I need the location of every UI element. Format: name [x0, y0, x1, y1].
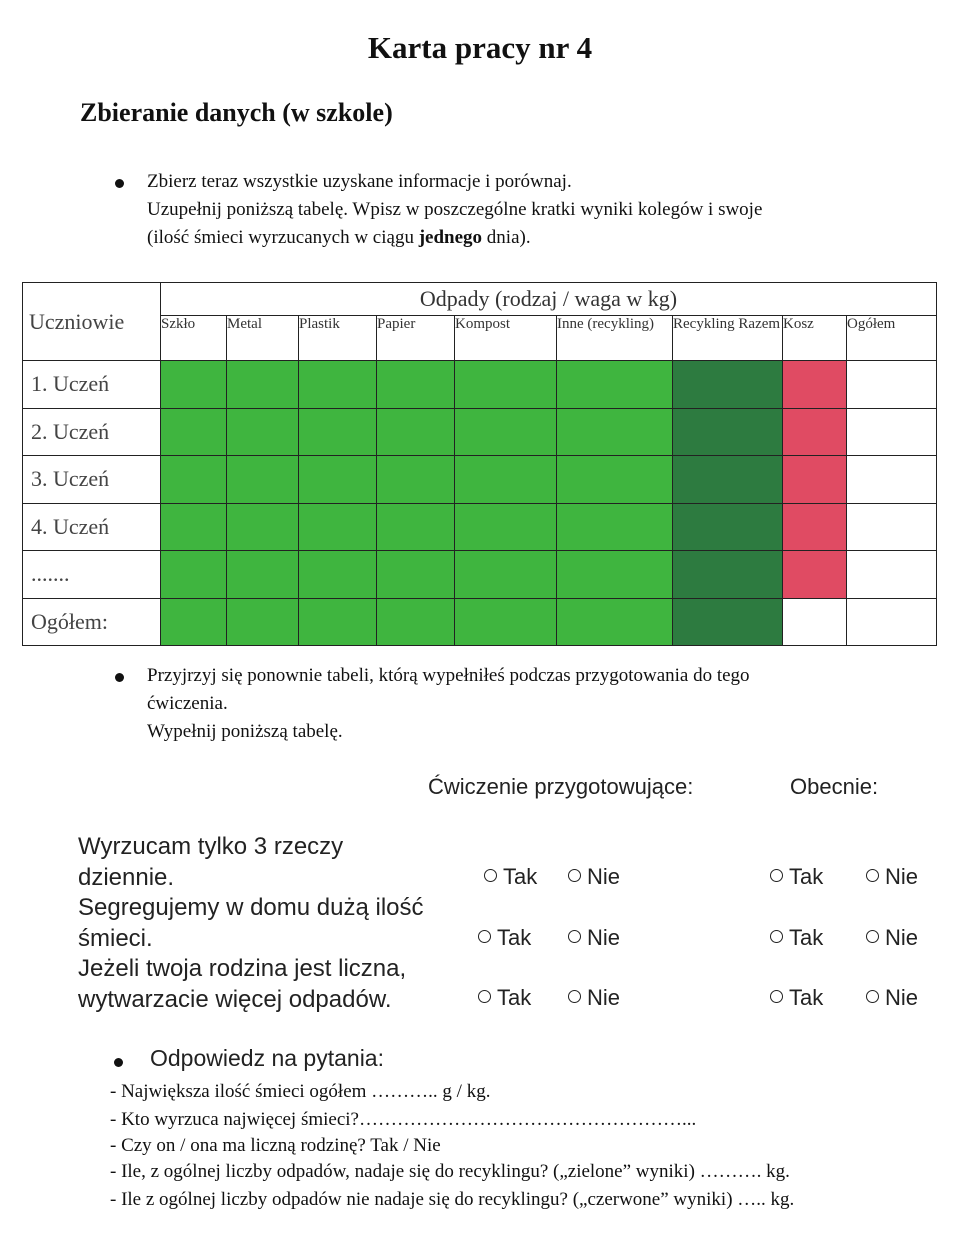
bullet-icon: [115, 179, 124, 188]
statement-2: Segregujemy w domu dużą ilość śmieci.: [78, 894, 424, 952]
recycling-total-cell[interactable]: [673, 456, 783, 504]
row-label: 1. Uczeń: [23, 361, 161, 409]
recycling-total-cell[interactable]: [673, 408, 783, 456]
questions-list: [110, 1080, 940, 1212]
bin-cell[interactable]: [783, 456, 847, 504]
row-label: 4. Uczeń: [23, 503, 161, 551]
option-no[interactable]: Nie: [866, 925, 918, 951]
column-header-now: Obecnie:: [790, 774, 879, 799]
data-cell[interactable]: [227, 503, 299, 551]
table-row: [23, 456, 937, 504]
data-cell[interactable]: [455, 408, 557, 456]
row-label: .......: [23, 551, 161, 599]
emphasis-one-day: jednego: [418, 227, 483, 248]
column-header-preparatory: Ćwiczenie przygotowujące:: [428, 774, 694, 799]
data-cell[interactable]: [227, 361, 299, 409]
radio-circle-icon: [568, 990, 581, 1003]
data-cell[interactable]: [377, 408, 455, 456]
col-header-glass: Szkło: [161, 316, 227, 361]
data-cell[interactable]: [557, 503, 673, 551]
students-header: Uczniowie: [23, 283, 161, 361]
table-row: [23, 551, 937, 599]
data-cell[interactable]: [557, 456, 673, 504]
col-header-recycling-total: Recykling Razem: [673, 316, 783, 361]
data-cell[interactable]: [299, 408, 377, 456]
question-2: - Kto wyrzuca najwięcej śmieci?……………………………………………...: [110, 1109, 697, 1130]
waste-data-table: [22, 282, 936, 646]
bin-cell[interactable]: [783, 503, 847, 551]
total-cell[interactable]: [847, 551, 937, 599]
option-no[interactable]: Nie: [568, 925, 620, 951]
data-cell[interactable]: [557, 408, 673, 456]
data-cell[interactable]: [299, 361, 377, 409]
question-1: - Największa ilość śmieci ogółem ……….. g / kg.: [110, 1081, 491, 1102]
data-cell[interactable]: [377, 598, 455, 646]
data-cell[interactable]: [377, 551, 455, 599]
data-cell[interactable]: [299, 598, 377, 646]
col-header-paper: Papier: [377, 316, 455, 361]
section2-line-1: Przyjrzyj się ponownie tabeli, którą wypełniłeś podczas przygotowania do tego: [147, 665, 750, 686]
section2-text: [147, 662, 907, 746]
option-yes[interactable]: Tak: [478, 985, 531, 1011]
radio-circle-icon: [770, 869, 783, 882]
bin-cell[interactable]: [783, 598, 847, 646]
question-5: - Ile z ogólnej liczby odpadów nie nadaje się do recyklingu? („czerwone” wyniki) ….. kg.: [110, 1189, 795, 1210]
total-cell[interactable]: [847, 503, 937, 551]
recycling-total-cell[interactable]: [673, 503, 783, 551]
table-row: [23, 361, 937, 409]
section2-line-3: Wypełnij poniższą tabelę.: [147, 721, 343, 742]
data-cell[interactable]: [161, 408, 227, 456]
data-cell[interactable]: [227, 456, 299, 504]
option-no[interactable]: Nie: [866, 985, 918, 1011]
option-yes[interactable]: Tak: [478, 925, 531, 951]
option-no[interactable]: Nie: [568, 864, 620, 890]
data-cell[interactable]: [161, 361, 227, 409]
waste-group-header: Odpady (rodzaj / waga w kg): [161, 283, 937, 316]
col-header-bin: Kosz: [783, 316, 847, 361]
option-no[interactable]: Nie: [568, 985, 620, 1011]
intro-line-1: Zbierz teraz wszystkie uzyskane informacje i porównaj.: [147, 171, 572, 192]
data-cell[interactable]: [227, 551, 299, 599]
intro-line-2: Uzupełnij poniższą tabelę. Wpisz w poszczególne kratki wyniki kolegów i swoje: [147, 199, 763, 220]
data-cell[interactable]: [377, 456, 455, 504]
data-cell[interactable]: [455, 598, 557, 646]
recycling-total-cell[interactable]: [673, 551, 783, 599]
data-cell[interactable]: [227, 598, 299, 646]
data-cell[interactable]: [377, 503, 455, 551]
option-yes[interactable]: Tak: [770, 864, 823, 890]
radio-circle-icon: [568, 869, 581, 882]
bullet-icon: [115, 673, 124, 682]
radio-circle-icon: [478, 930, 491, 943]
table-row: [23, 503, 937, 551]
data-cell[interactable]: [299, 551, 377, 599]
total-cell[interactable]: [847, 456, 937, 504]
bin-cell[interactable]: [783, 408, 847, 456]
data-cell[interactable]: [227, 408, 299, 456]
row-label: 3. Uczeń: [23, 456, 161, 504]
data-cell[interactable]: [161, 551, 227, 599]
questions-heading: Odpowiedz na pytania:: [150, 1045, 384, 1071]
col-header-other: Inne (recykling): [557, 316, 673, 361]
data-cell[interactable]: [557, 598, 673, 646]
table-row-total: [23, 598, 937, 646]
data-cell[interactable]: [299, 503, 377, 551]
data-cell[interactable]: [455, 361, 557, 409]
bin-cell[interactable]: [783, 551, 847, 599]
recycling-total-cell[interactable]: [673, 598, 783, 646]
radio-circle-icon: [866, 990, 879, 1003]
data-cell[interactable]: [455, 456, 557, 504]
intro-text: [147, 168, 907, 252]
statement-1: Wyrzucam tylko 3 rzeczy dziennie.: [78, 833, 344, 891]
col-header-plastic: Plastik: [299, 316, 377, 361]
data-cell[interactable]: [557, 361, 673, 409]
col-header-metal: Metal: [227, 316, 299, 361]
data-cell[interactable]: [161, 503, 227, 551]
bullet-icon: [114, 1058, 123, 1067]
bin-cell[interactable]: [783, 361, 847, 409]
radio-circle-icon: [568, 930, 581, 943]
row-label: 2. Uczeń: [23, 408, 161, 456]
data-cell[interactable]: [161, 598, 227, 646]
data-cell[interactable]: [557, 551, 673, 599]
total-cell[interactable]: [847, 598, 937, 646]
radio-circle-icon: [484, 869, 497, 882]
total-cell[interactable]: [847, 408, 937, 456]
radio-circle-icon: [866, 869, 879, 882]
page-title: Karta pracy nr 4: [367, 30, 593, 65]
question-4: - Ile, z ogólnej liczby odpadów, nadaje się do recyklingu? („zielone” wyniki) ………. kg.: [110, 1161, 790, 1182]
data-cell[interactable]: [455, 551, 557, 599]
data-cell[interactable]: [161, 456, 227, 504]
section-title: Zbieranie danych (w szkole): [80, 98, 393, 127]
data-cell[interactable]: [455, 503, 557, 551]
radio-circle-icon: [866, 930, 879, 943]
option-yes[interactable]: Tak: [484, 864, 537, 890]
table-row: [23, 408, 937, 456]
radio-circle-icon: [770, 990, 783, 1003]
recycling-total-cell[interactable]: [673, 361, 783, 409]
option-yes[interactable]: Tak: [770, 925, 823, 951]
data-cell[interactable]: [299, 456, 377, 504]
question-3: - Czy on / ona ma liczną rodzinę? Tak / Nie: [110, 1135, 441, 1156]
section2-line-2: ćwiczenia.: [147, 693, 228, 714]
statement-3: Jeżeli twoja rodzina jest liczna, wytwarzacie więcej odpadów.: [78, 955, 407, 1013]
radio-circle-icon: [478, 990, 491, 1003]
option-no[interactable]: Nie: [866, 864, 918, 890]
option-yes[interactable]: Tak: [770, 985, 823, 1011]
col-header-compost: Kompost: [455, 316, 557, 361]
data-cell[interactable]: [377, 361, 455, 409]
radio-circle-icon: [770, 930, 783, 943]
col-header-total: Ogółem: [847, 316, 937, 361]
row-label: Ogółem:: [23, 598, 161, 646]
total-cell[interactable]: [847, 361, 937, 409]
intro-line-3: (ilość śmieci wyrzucanych w ciągu jednego dnia).: [147, 227, 531, 248]
